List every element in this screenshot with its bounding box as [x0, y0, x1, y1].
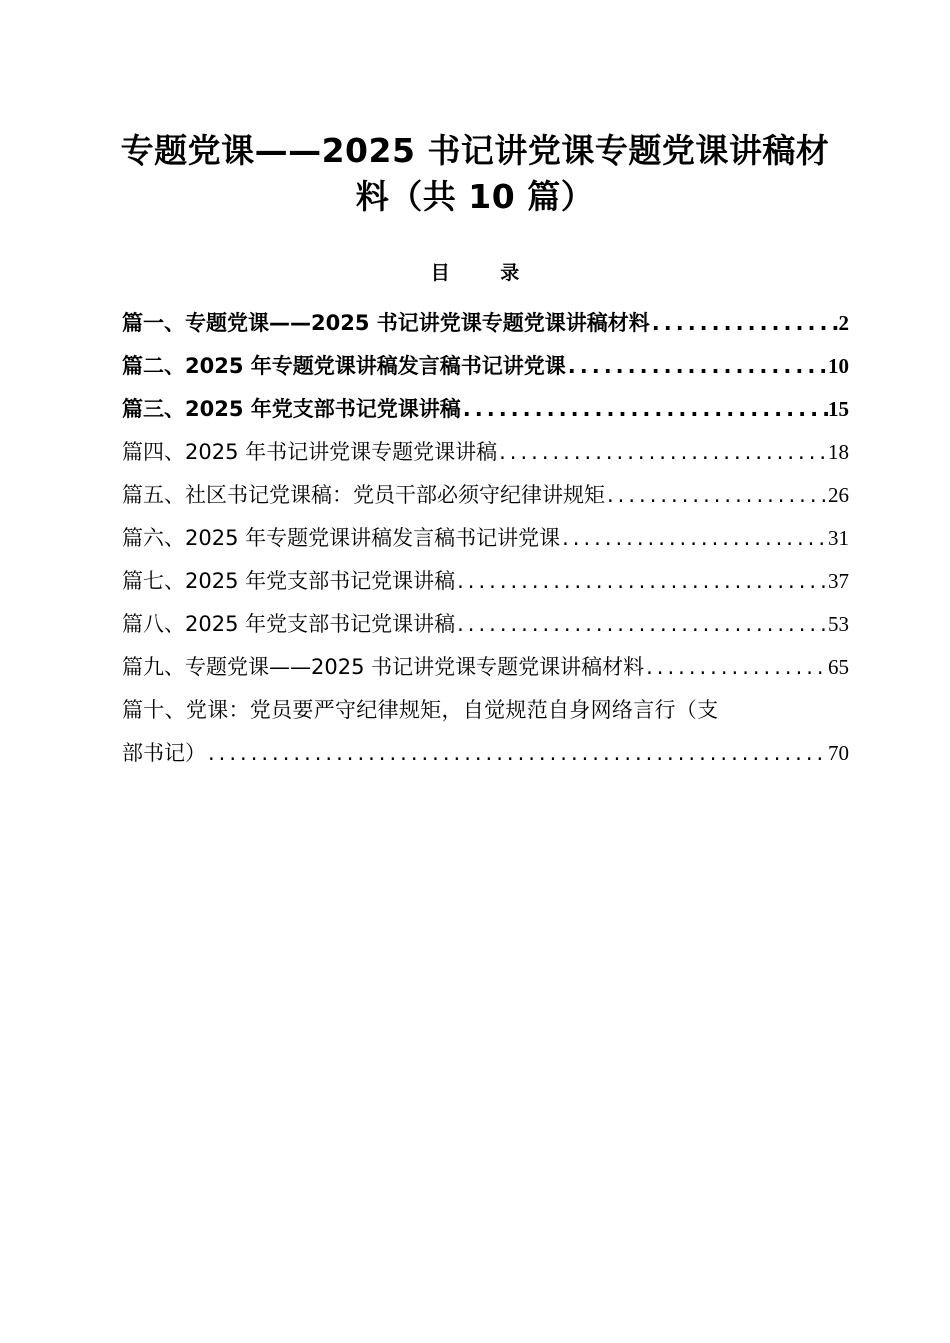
toc-dot-leader: [560, 517, 828, 560]
toc-entry-7[interactable]: [122, 560, 849, 603]
toc-entry-label-line-1: 篇十、党课：党员要严守纪律规矩，自觉规范自身网络言行（支: [122, 698, 719, 722]
toc-dot-leader: [605, 474, 828, 517]
toc-dot-leader: [455, 603, 828, 646]
toc-entry-page: 18: [828, 440, 849, 464]
toc-entry-label: 篇二、2025 年专题党课讲稿发言稿书记讲党课: [122, 354, 566, 378]
toc-heading: 目 录: [430, 262, 542, 284]
toc-entry-page: 15: [828, 397, 849, 421]
toc-entry-10-continuation: [122, 732, 849, 775]
toc-entry-page: 37: [828, 569, 849, 593]
toc-entry-label: 篇三、2025 年党支部书记党课讲稿: [122, 397, 461, 421]
toc-entry-5[interactable]: [122, 474, 849, 517]
toc-entry-page: 2: [838, 311, 849, 335]
toc-entry-1[interactable]: [122, 302, 849, 345]
table-of-contents: [122, 302, 849, 775]
toc-entry-4[interactable]: [122, 431, 849, 474]
toc-entry-8[interactable]: [122, 603, 849, 646]
toc-dot-leader: [206, 732, 828, 775]
toc-dot-leader: [455, 560, 828, 603]
toc-entry-9[interactable]: [122, 646, 849, 689]
toc-entry-page: 65: [828, 655, 849, 679]
toc-entry-label: 篇七、2025 年党支部书记党课讲稿: [122, 569, 456, 593]
toc-entry-label: 篇六、2025 年专题党课讲稿发言稿书记讲党课: [122, 526, 561, 550]
toc-entry-page: 10: [828, 354, 849, 378]
document-title: [100, 128, 850, 220]
toc-dot-leader: [566, 345, 828, 388]
toc-entry-page: 26: [828, 483, 849, 507]
toc-entry-label: 篇九、专题党课——2025 书记讲党课专题党课讲稿材料: [122, 655, 645, 679]
toc-entry-page: 31: [828, 526, 849, 550]
toc-entry-page: 70: [828, 741, 849, 765]
toc-entry-label: 篇四、2025 年书记讲党课专题党课讲稿: [122, 440, 498, 464]
toc-dot-leader: [644, 646, 828, 689]
toc-dot-leader: [497, 431, 828, 474]
toc-entry-page: 53: [828, 612, 849, 636]
toc-dot-leader: [461, 388, 828, 431]
toc-entry-10[interactable]: [122, 689, 849, 775]
toc-entry-3[interactable]: [122, 388, 849, 431]
document-title-line-1: 专题党课——2025 书记讲党课专题党课讲稿材: [120, 131, 830, 170]
toc-entry-label: 篇八、2025 年党支部书记党课讲稿: [122, 612, 456, 636]
document-title-line-2: 料（共 10 篇）: [355, 177, 595, 216]
toc-dot-leader: [650, 302, 839, 345]
toc-entry-label-line-2: 部书记）: [122, 741, 206, 765]
toc-entry-label: 篇五、社区书记党课稿：党员干部必须守纪律讲规矩: [122, 483, 605, 507]
toc-entry-2[interactable]: [122, 345, 849, 388]
toc-entry-label: 篇一、专题党课——2025 书记讲党课专题党课讲稿材料: [122, 311, 650, 335]
toc-entry-6[interactable]: [122, 517, 849, 560]
